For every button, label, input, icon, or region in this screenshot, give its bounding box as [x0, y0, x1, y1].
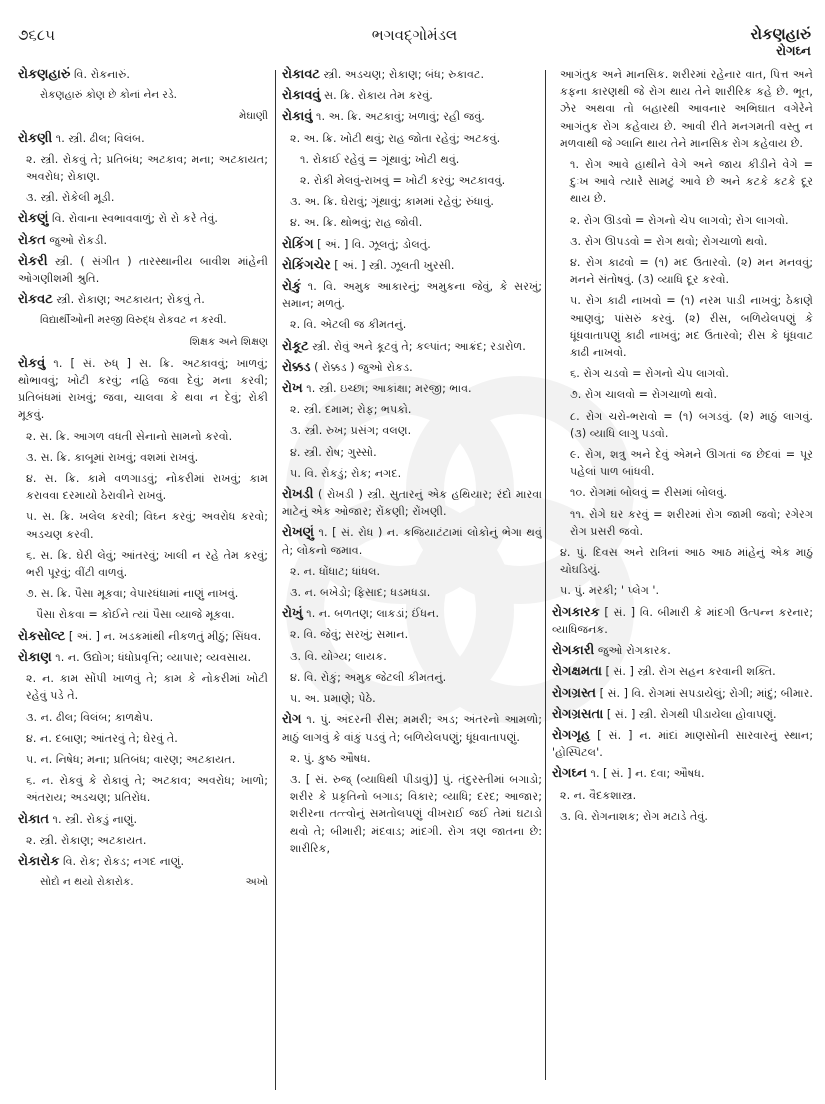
sense-line: ૩. સ્ત્રી. રુખ; પ્રસંગ; વલણ. — [290, 424, 412, 438]
definition: જુઓ રોગકારક. — [594, 644, 671, 658]
dictionary-entry — [18, 628, 268, 645]
definition: ૧. ન. ઉદ્યોગ; ધંધોપ્રવૃત્તિ; વ્યાપાર; વ્યવસાય. — [51, 650, 252, 664]
dictionary-entry — [282, 711, 542, 745]
citation-source: શિક્ષક અને શિક્ષણ — [189, 335, 268, 348]
citation-text: વિદ્યાર્થીઓની મરજી વિરુદ્ધ રોકવટ ન કરવી. — [40, 314, 227, 327]
definition: [ સં. ] ન. માંદાં માણસોની સારવારનું સ્થાન; 'હોસ્પિટલ'. — [552, 728, 813, 760]
definition: જુઓ રોકડી. — [45, 233, 108, 247]
sense-line: ૨. સ. ક્રિ. આગળ વધતી સેનાનો સામનો કરવો. — [26, 429, 233, 443]
sense-line: ૪. વિ. રોકું; અમુક જેટલી કીમતનું. — [290, 670, 447, 684]
idiom-line: ૫. રોગ કાઢી નાખવો = (૧) નરમ પાડી નાખવું; ઠેકાણે આણવું; પાંસરું કરવું. (૨) રીસ, બળિયેલપણું કે ધૂંધવાતાપણું કાઢી નાખવું; મદ ઉતારવો; રીસ કે ધૂંધવાટ કાઢી નાખવો. — [570, 294, 813, 360]
definition: ૧. વિ. અમુક આકારનું; અમુકના જેવું, કે સરખું; સમાન; મળતું. — [282, 280, 542, 311]
headword: રોગગ્રસ્ત — [552, 685, 597, 701]
dictionary-entry — [552, 642, 813, 659]
sense-line: ૨. ન. કામ સોંપી ખાળવું તે; કામ કે નોકરીમાં ખોટી રહેવું પડે તે. — [26, 672, 268, 703]
sense-line: ૨. ન. વૈદકશાસ્ત્ર. — [560, 788, 637, 802]
column-2 — [282, 66, 542, 1096]
sense-line: ૨. પું. કુષ્ઠ ઔષધ. — [290, 751, 371, 765]
dictionary-entry — [18, 355, 268, 424]
definition: [ સં. ] વિ. બીમારી કે માંદગી ઉત્પન્ન કરનાર; વ્યાધિજનક. — [552, 605, 813, 636]
dictionary-entry — [552, 685, 813, 702]
headword: રોકણી — [18, 130, 53, 146]
definition: ( રોખડી ) સ્ત્રી. સુતારનું એક હથિયાર; રંદો મારવા માટેનું એક ઓજાર; રોંકણી; રોંખણી. — [282, 488, 542, 519]
sense-line: ૪. પું. દિવસ અને રાત્રિનાં આઠ આઠ માંહેનું એક માઠું ચોઘડિયું. — [560, 546, 813, 577]
definition: સ્ત્રી. અડચણ; રોકાણ; બંધ; રુકાવટ. — [320, 68, 485, 81]
sense-line: ૨. સ્ત્રી. રોકવું તે; પ્રતિબંધ; અટકાવ; મના; અટકાયત; અવરોધ; રોકાણ. — [26, 152, 268, 184]
idiom-line: ૧. રોકાઈ રહેવું = ગૂંથાવું; ખોટી થવું. — [300, 152, 460, 166]
column-3 — [552, 66, 813, 1096]
dictionary-entry — [552, 604, 813, 638]
headword: રોકરી — [18, 253, 48, 269]
definition: ૧. અ. ક્રિ. અટકાવું; ખળાવું; રહી જવું. — [312, 110, 485, 124]
dictionary-entry — [282, 338, 542, 355]
headword: રોખડી — [282, 487, 314, 503]
headword: રોકવટ — [18, 292, 53, 308]
dictionary-entry — [282, 524, 542, 558]
sense-line: ૫. વિ. રોકડું; રોક; નગદ. — [290, 466, 402, 480]
dictionary-entry — [18, 253, 268, 287]
guide-words — [750, 26, 811, 60]
sense-line: ૪. સ્ત્રી. રોષ; ગુસ્સો. — [290, 445, 377, 459]
book-title: ભગવદ્ગોમંડલ — [371, 26, 458, 44]
citation — [18, 874, 268, 891]
dictionary-entry — [552, 663, 813, 680]
headword: રોગક્ષમતા — [552, 664, 602, 680]
headword: રોગઘ્ન — [552, 766, 587, 782]
idiom-line: ૮. રોગ ચરો-ભરાવો = (૧) બગડવું. (૨) માઠું લાગવું. (૩) વ્યાધિ લાગુ પડવો. — [570, 409, 813, 440]
headword: રોકસોલ્ટ — [18, 628, 66, 644]
definition: વિ. રોકનારું. — [70, 68, 130, 81]
headword: રોગકારક — [552, 604, 600, 620]
definition: ૧. સ્ત્રી. રોકડું નાણું. — [48, 812, 138, 826]
dictionary-entry — [552, 727, 813, 761]
dictionary-entry — [18, 853, 268, 870]
dictionary-entry — [18, 232, 268, 249]
headword: રોગગૃહ — [552, 727, 591, 743]
sense-line: ૩. વિ. રોગનાશક; રોગ મટાડે તેવું. — [560, 809, 708, 823]
idiom-line: ૩. રોગ ઊપડવો = રોગ થવો; રોગચાળો થવો. — [570, 234, 768, 248]
column-1 — [18, 66, 268, 1096]
definition: સ્ત્રી. રોવું અને કૂટવું તે; કલ્પાંત; આક્રંદ; રડારોળ. — [308, 339, 526, 353]
guide-word-last: રોગઘ્ન — [776, 44, 811, 59]
headword: રોકિંગચેર — [282, 257, 331, 273]
idiom-line: ૧. રોગ આવે હાથીને વેગે અને જાય કીડીને વેગે = દુઃખ આવે ત્યારે સામટું આવે છે અને કટકે કટકે દૂર થાય છે. — [570, 158, 813, 206]
column-divider — [275, 70, 276, 1090]
headword: રોગકારી — [552, 643, 595, 659]
definition: ૧. સ્ત્રી. ઢીલ; વિલંબ. — [52, 131, 145, 145]
dictionary-entry — [282, 236, 542, 253]
headword: રોકત — [18, 232, 46, 248]
dictionary-entry — [18, 130, 268, 147]
sense-line: ૨. વિ. એટલી જ કીમતનું. — [290, 318, 407, 332]
sense-line: ૨. સ્ત્રી. દમામ; રોફ; ભપકો. — [290, 403, 412, 417]
sense-line: ૫. પું. મરકી; ' પ્લેગ '. — [560, 584, 660, 598]
idiom-line: ૧૦. રોગમાં બોલવું = રીસમાં બોલવું. — [570, 486, 727, 500]
dictionary-entry — [18, 66, 268, 83]
definition: [ સં. ] સ્ત્રી. રોગ સહન કરવાની શક્તિ. — [601, 665, 776, 679]
dictionary-entry — [18, 291, 268, 308]
sense-line: ૩. ન. બખેડો; ફિસાદ; ધડમધડા. — [290, 586, 431, 600]
sense-line: ૪. સ. ક્રિ. કામે વળગાડવું; નોકરીમાં રાખવું; કામ કરાવવા દરમાયો ઠેરાવીને રાખવું. — [26, 472, 268, 503]
headword: રોકું — [282, 279, 302, 295]
dictionary-entry — [552, 765, 813, 782]
page-header — [18, 22, 811, 62]
sense-line: ૪. અ. ક્રિ. થોભવું; રાહ જોવી. — [290, 216, 423, 230]
sense-line: ૩. અ. ક્રિ. ઘેરાવું; ગૂંથાવું; કામમાં રહેવું; રુંધાવું. — [290, 195, 494, 209]
headword: રોખણું — [282, 525, 314, 541]
headword: રોકિંગ — [282, 236, 314, 252]
definition: સ. ક્રિ. રોકાય તેમ કરવું. — [320, 89, 433, 103]
guide-word-first: રોકણહારું — [750, 25, 811, 43]
headword: રોકણું — [18, 211, 49, 227]
continued-text: આગંતુક અને માનસિક. શરીરમાં રહેનાર વાત, પિત્ત અને કફના કારણથી જે રોગ થાય તેને શારીરિક કહે છે. ભૂત, ઝેર અથવા તો બહારથી આવનાર અભિઘાત વગેરેને આગંતુક રોગ કહેવાય છે. આવી રીતે મનગમતી વસ્તુ ન મળવાથી જે ગ્લાનિ થાય તેને માનસિક રોગ કહેવાય છે. — [560, 68, 813, 150]
dictionary-entry — [282, 66, 542, 83]
idiom-line: ૨. રોકી મેલવું-રાખવું = ખોટી કરવું; અટકાવવું. — [300, 174, 506, 188]
definition: ૧. પું. અંદરની રીસ; મમરી; અડ; અંતરનો આમળો; માઠું લાગવું કે વાંકું પડવું તે; બળિયેલપણું; ધૂંધવાતાપણું. — [282, 713, 542, 744]
sense-line: ૨. ન. ધોંધાટ; ધાંધલ. — [290, 564, 381, 578]
idiom-line: ૬. રોગ ચડવો = રોગનો ચેપ લાગવો. — [570, 367, 729, 381]
sense-line: ૨. અ. ક્રિ. ખોટી થવું; રાહ જોતા રહેવું; અટકવું. — [290, 131, 501, 145]
column-divider — [545, 70, 546, 1080]
sense-line: ૫. સ. ક્રિ. ખલેલ કરવી; વિઘ્ન કરવું; અવરોધ કરવો; અડચણ કરવી. — [26, 510, 268, 541]
dictionary-entry — [282, 380, 542, 397]
definition: ૧. સ્ત્રી. ઇચ્છા; આકાંક્ષા; મરજી; ભાવ. — [302, 382, 472, 396]
headword: રોકાણ — [18, 649, 52, 665]
definition: ૧. ન. બળતણ; લાકડાં; ઈંધન. — [302, 607, 440, 621]
dictionary-entry — [282, 87, 542, 104]
definition: [ અં. ] ન. ખડકમાંથી નીકળતું મીઠું; સિંધવ. — [65, 629, 262, 643]
definition: ૧. [ સં. રુધ્ ] સ. ક્રિ. અટકાવવું; ખાળવું; થોભાવવું; ખોટી કરવું; નહિ જવા દેવું; મના કરવી; પ્રતિબંધમાં રાખવું; જવા, ચાલવા કે થવા ન દેવું; રોકી મૂકવું. — [18, 356, 268, 422]
sense-line: ૩. [ સં. રુજ્ (વ્યાધિથી પીડાવું)] પું. તંદુરસ્તીમાં બગાડો; શરીર કે પ્રકૃતિનો બગાડ; વિકાર; વ્યાધિ; દરદ; આજાર; શરીરના તત્ત્વોનું સમતોલપણું વીખરાઈ જઈ તેમાં ઘટાડો થવો તે; બીમારી; મંદવાડ; માંદગી. રોગ ત્રણ જાતના છે: શારીરિક, — [290, 772, 542, 855]
dictionary-entry — [18, 210, 268, 227]
citation-text: સોદો ન થયો રોકારોક. — [40, 876, 134, 889]
citation-source: અખો — [245, 876, 268, 889]
dictionary-entry — [282, 278, 542, 312]
headword: રોકાત — [18, 811, 49, 827]
headword: રોકાવવું — [282, 88, 321, 104]
dictionary-entry — [18, 811, 268, 828]
headword: રોગગ્રસતા — [552, 706, 604, 722]
dictionary-entry — [282, 486, 542, 520]
definition: [ સં. ] સ્ત્રી. રોગથી પીડાયેલા હોવાપણું. — [603, 707, 777, 721]
headword: રોક્કડ — [282, 359, 311, 375]
dictionary-entry — [282, 108, 542, 125]
sense-line: ૨. સ્ત્રી. રોકાણ; અટકાયત. — [26, 833, 147, 847]
idiom-line: ૯. રોગ, શત્રુ અને દેવું એમને ઊગતાં જ છેદવાં = પૂર પહેલાં પાળ બાંધવી. — [570, 448, 813, 479]
citation-source: મેઘાણી — [238, 110, 268, 123]
idiom-line: ૭. રોગ ચાલવો = રોગચાળો થવો. — [570, 388, 718, 402]
definition: [ અં. ] સ્ત્રી. ઝૂલતી ખુરસી. — [330, 258, 455, 272]
dictionary-entry — [552, 706, 813, 723]
headword: રોકવું — [18, 355, 46, 371]
sense-line: ૬. સ. ક્રિ. ઘેરી લેવું; આંતરવું; ખાલી ન રહે તેમ કરવું; ભરી પૂરવું; વીંટી વાળવું. — [26, 548, 268, 580]
idiom-line: ૪. રોગ કાઢવો = (૧) મદ ઉતારવો. (૨) મન મનવવું; મનને સંતોષવું. (૩) વ્યાધિ દૂર કરવો. — [570, 256, 813, 287]
sense-line: ૫. અ. પ્રમાણે; પેઠે. — [290, 692, 376, 706]
idiom-line: ૨. રોગ ઊડવો = રોગનો ચેપ લાગવો; રોગ લાગવો. — [570, 213, 789, 227]
headword: રોખ — [282, 381, 303, 397]
sense-line: ૫. ન. નિષેધ; મના; પ્રતિબંધ; વારણ; અટકાયત. — [26, 752, 236, 766]
idiom-line: ૧૧. રોગે ઘર કરવું = શરીરમાં રોગ જામી જવો; રગેરગ રોગ પ્રસરી જવો. — [570, 507, 813, 538]
sense-line: ૩. સ્ત્રી. રોકેલી મૂડી. — [26, 191, 115, 205]
definition: ( રોક્કડ ) જુઓ રોકડ. — [310, 360, 413, 374]
headword: રોકાવટ — [282, 67, 320, 82]
sense-line: ૬. ન. રોકવું કે રોકાવું તે; અટકાવ; અવરોધ; ખાળો; અંતરાય; અડચણ; પ્રતિરોધ. — [26, 774, 268, 805]
sense-line: ૭. સ. ક્રિ. પૈસા મૂકવા; વેપારધંધામાં નાણું નાખવું. — [26, 587, 239, 601]
headword: રોકણહારું — [18, 67, 71, 82]
idiom-line: પૈસા રોકવા = કોઈને ત્યાં પૈસા વ્યાજે મૂકવા. — [36, 608, 235, 622]
sense-line: ૪. ન. દબાણ; આંતરવું તે; ઘેરવું તે. — [26, 731, 178, 745]
definition: [ અં. ] વિ. ઝૂલતું; ડોલતું. — [313, 237, 431, 251]
definition: સ્ત્રી. રોકાણ; અટકાયત; રોકવું તે. — [52, 293, 205, 307]
definition: સ્ત્રી. ( સંગીત ) તારસ્થાનીય બાવીશ માંહેની ઓગણીશમી શ્રુતિ. — [18, 254, 268, 286]
sense-line: ૨. વિ. જેવું; સરખું; સમાન. — [290, 628, 409, 642]
citation-text: રોકણહારું કોણ છે કોનાં નેન રડે. — [40, 89, 177, 102]
headword: રોકાવું — [282, 109, 313, 125]
dictionary-columns — [18, 66, 813, 1096]
sense-line: ૩. વિ. યોગ્ય; લાયક. — [290, 649, 387, 663]
page-number: ૭૬૮૫ — [18, 26, 55, 44]
sense-line: ૩. સ. ક્રિ. કાબૂમાં રાખવું; વશમાં રાખવું. — [26, 450, 199, 464]
dictionary-entry — [282, 257, 542, 274]
dictionary-entry — [18, 649, 268, 666]
dictionary-entry — [282, 359, 542, 376]
headword: રોખું — [282, 606, 303, 622]
definition: [ સં. ] વિ. રોગમાં સપડાયેલું; રોગી; માંદું; બીમાર. — [596, 686, 813, 700]
headword: રોકારોક — [18, 853, 60, 869]
dictionary-entry — [282, 605, 542, 622]
definition: વિ. રોવાના સ્વભાવવાળું; રો રો કરે તેવું. — [48, 212, 218, 226]
definition: વિ. રોક; રોકડ; નગદ નાણું. — [59, 854, 185, 868]
definition: ૧. [ સં. ] ન. દવા; ઔષધ. — [586, 767, 705, 781]
sense-line: ૩. ન. ઢીલ; વિલંબ; કાળક્ષેપ. — [26, 710, 154, 724]
headword: રોકૂટ — [282, 338, 309, 354]
definition: ૧. [ સં. રોધ ) ન. કજિયાટંટામાં લોકોનું ભેગા થવું તે; લોકનો જમાવ. — [282, 526, 542, 557]
headword: રોગ — [282, 712, 302, 728]
